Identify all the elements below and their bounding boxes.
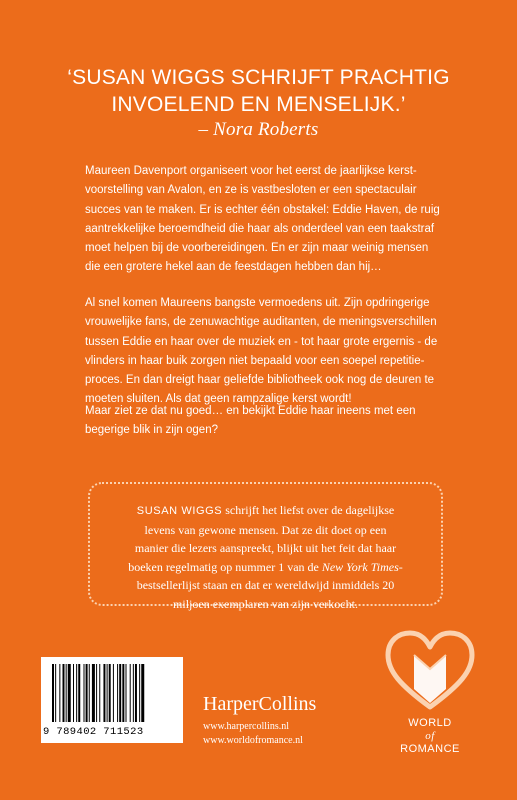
author-name: SUSAN WIGGS: [136, 505, 223, 517]
barcode-bar: [135, 664, 137, 722]
review-quote: [0, 64, 517, 142]
author-bio-box: [88, 482, 443, 611]
bio-line: miljoen exemplaren van zijn verkocht.: [173, 596, 358, 611]
text-line: Maureen Davenport organiseert voor het eerst de jaarlijkse kerst-: [85, 165, 417, 177]
barcode-bar: [68, 664, 71, 722]
text-line: vrouwelijke fans, de zenuwachtige auditanten, de meningsverschillen: [85, 316, 437, 329]
barcode-bar: [59, 664, 60, 722]
barcode-bar: [130, 664, 131, 722]
barcode-bar: [113, 664, 114, 722]
barcode-bar: [73, 664, 74, 722]
publisher-urls: [203, 720, 303, 748]
text-line: voorstelling van Avalon, en ze is vastbesloten er een spectaculair: [85, 184, 417, 197]
text-line: die een grotere hekel aan de feestdagen hebben dan hij…: [85, 261, 382, 274]
barcode-bar: [76, 664, 77, 722]
text-line: proces. En dan dreigt haar geliefde bibliotheek ook nog de deuren te: [85, 374, 435, 387]
barcode-bar: [99, 664, 100, 722]
barcode-bar: [117, 664, 118, 722]
blurb-paragraph-1: [85, 162, 440, 278]
text-line: vlinders in haar buik zorgen niet bepaald voor een soepel repetitie-: [85, 354, 425, 367]
logo-line: [372, 717, 488, 743]
quote-line: ‘SUSAN WIGGS SCHRIJFT PRACHTIG: [67, 66, 450, 89]
text-line: moeten sluiten. Als dat geen rampzalige kerst wordt!: [85, 393, 352, 406]
bio-line: [90, 558, 441, 577]
barcode-bar: [86, 664, 88, 722]
barcode-bar: [109, 664, 111, 722]
newspaper-title: New York Times: [321, 559, 399, 574]
barcode-bar: [52, 664, 54, 722]
barcode-bar: [133, 664, 134, 722]
text-line: begerige blik in zijn ogen?: [85, 424, 218, 437]
logo-line: ROMANCE: [400, 743, 460, 755]
barcode-bar: [66, 664, 67, 722]
barcode-bars: [50, 664, 174, 724]
quote-line: INVOELEND EN MENSELIJK.’: [111, 93, 406, 116]
text-line: tussen Eddie en haar over de muziek en - tot haar grote ergernis - de: [85, 335, 438, 348]
barcode-bar: [55, 664, 56, 722]
barcode-bar: [89, 664, 90, 722]
barcode-bar: [84, 664, 85, 722]
blurb-paragraph-2: [85, 294, 440, 410]
barcode-bar: [92, 664, 95, 722]
barcode-bar: [96, 664, 97, 722]
bio-text: boeken regelmatig op nummer 1 van de: [128, 559, 322, 574]
author-bio: [90, 501, 441, 614]
barcode-bar: [119, 664, 121, 722]
barcode-bar: [122, 664, 124, 722]
bio-text: schrijft het liefst over de dagelijkse: [222, 503, 395, 517]
barcode-bar: [78, 664, 80, 722]
text-line: succes van te maken. Er is echter één obstakel: Eddie Haven, de ruig: [85, 203, 440, 216]
barcode-bar: [139, 664, 140, 722]
logo-word: of: [425, 730, 435, 742]
world-of-romance-logo: [372, 717, 488, 756]
barcode-bar: [103, 664, 105, 722]
bio-text: -: [398, 559, 403, 574]
series-url: www.worldofromance.nl: [203, 735, 303, 746]
barcode-bar: [141, 664, 144, 722]
blurb-paragraph-3: [85, 402, 440, 441]
publisher-url: www.harpercollins.nl: [203, 721, 289, 732]
text-line: aantrekkelijke beroemdheid die haar als onderdeel van een taakstraf: [85, 222, 435, 235]
isbn-number: 9 789402 711523: [43, 726, 144, 738]
text-line: Maar ziet ze dat nu goed… en bekijkt Eddie haar ineens met een: [85, 405, 416, 417]
logo-word: WORLD: [408, 717, 452, 729]
bio-line: levens van gewone mensen. Dat ze dit doet op een: [144, 522, 387, 537]
publisher-name: HarperCollins: [203, 693, 317, 715]
barcode-bar: [107, 664, 108, 722]
bio-line: [90, 501, 441, 521]
quote-author: – Nora Roberts: [198, 119, 319, 140]
isbn-barcode: [41, 657, 183, 743]
text-line: Al snel komen Maureens bangste vermoedens uit. Zijn opdringerige: [85, 297, 430, 309]
bio-line: manier die lezers aanspreekt, blijkt uit het feit dat haar: [134, 541, 397, 556]
bio-line: bestsellerlijst staan en dat er wereldwijd inmiddels 20: [136, 578, 395, 593]
barcode-bar: [63, 664, 65, 722]
text-line: moet helpen bij de voorbereidingen. En er zijn maar weinig mensen: [85, 242, 429, 255]
barcode-bar: [126, 664, 127, 722]
